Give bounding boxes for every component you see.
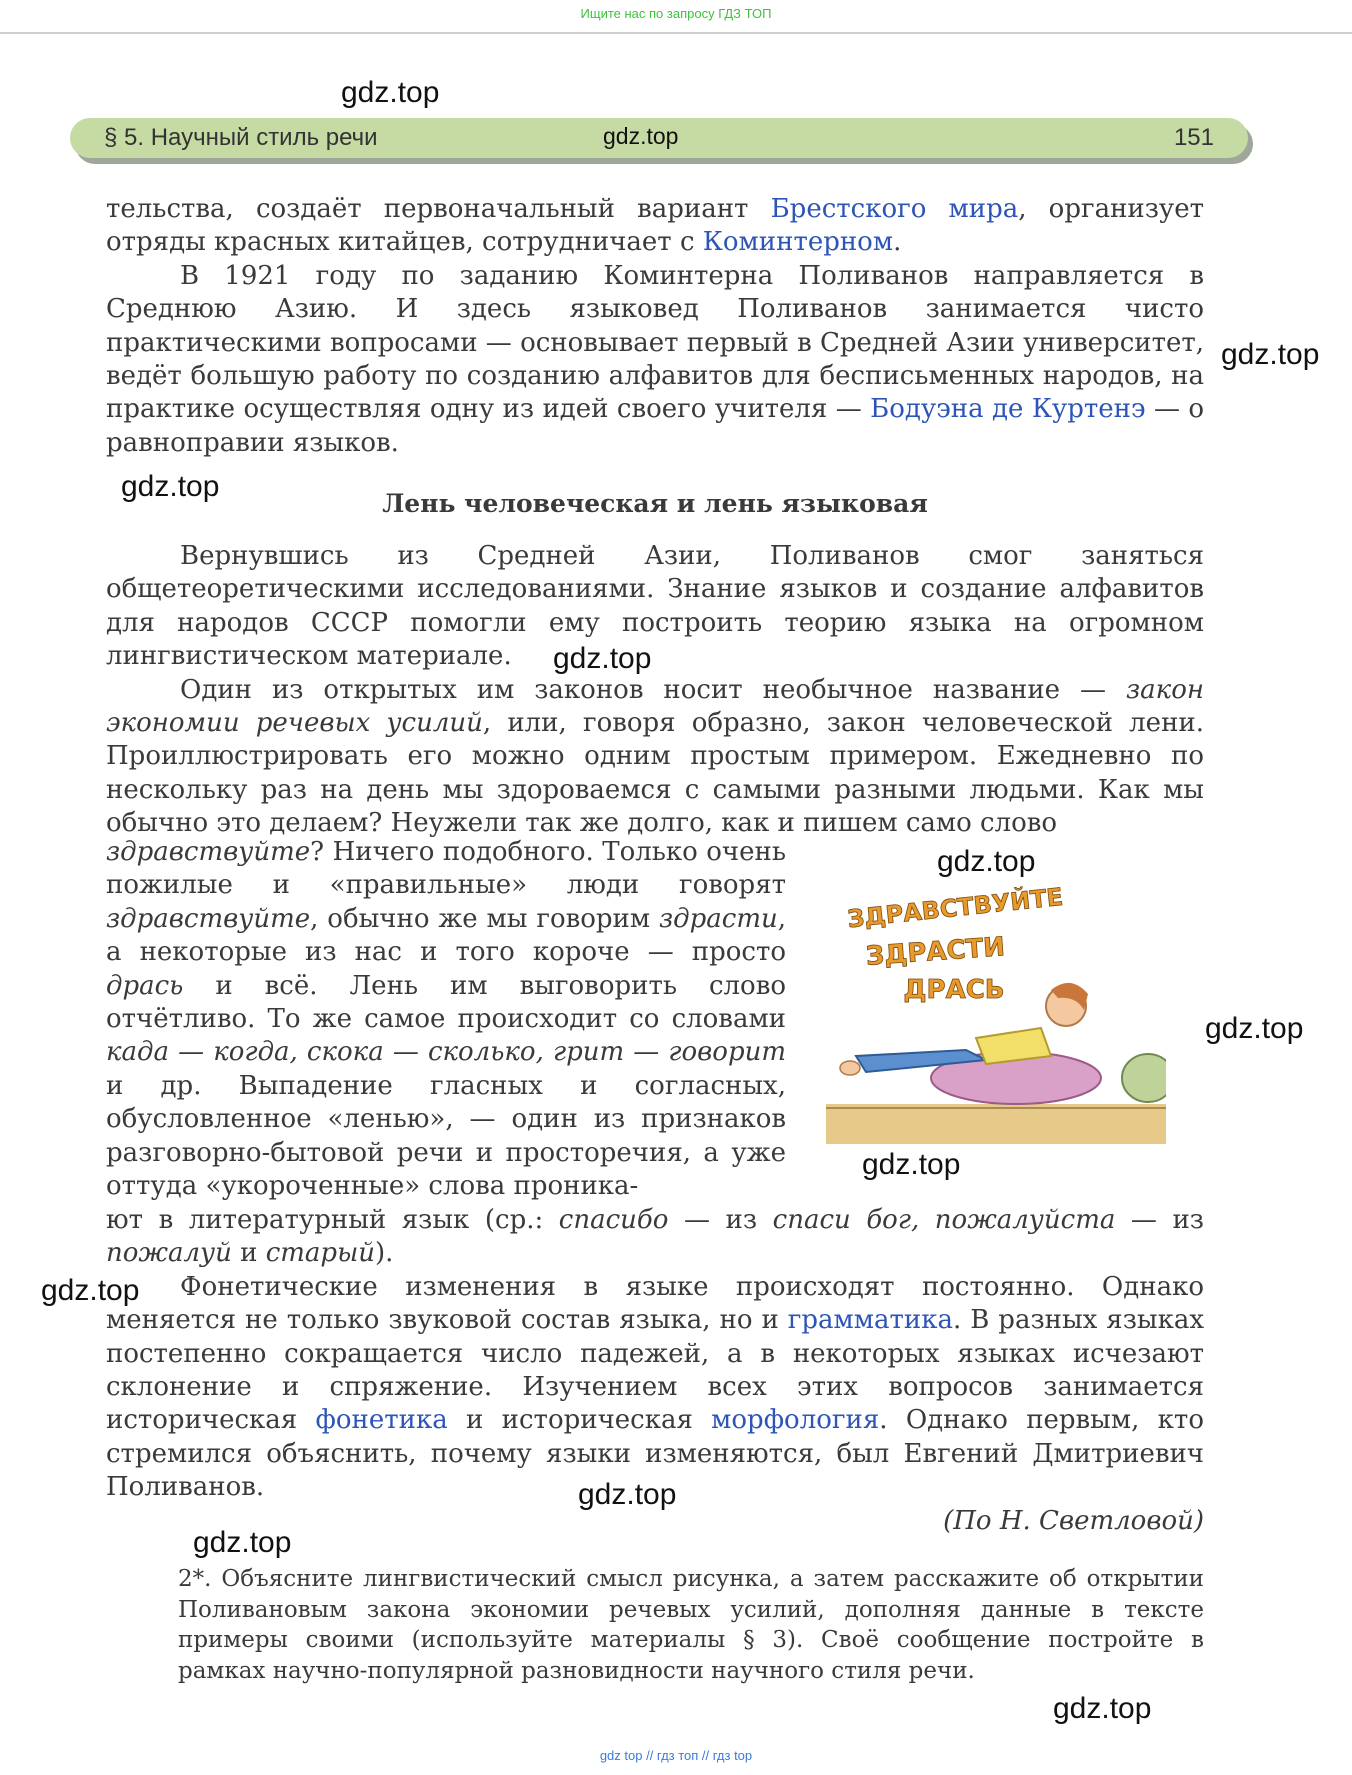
foot-icon (840, 1061, 860, 1075)
bench-icon (826, 1104, 1166, 1144)
text: , или, говоря образно, закон человеческой лени. Проиллюстрировать его можно одним простым примером. Ежедневно по нескольку раз на день мы здороваемся с самыми разными людьми. Как мы обычно это делаем? Неужели так же долго, как и пишем само слово (106, 708, 1204, 839)
link-morphology[interactable]: морфология (711, 1405, 880, 1436)
italic-term: пожалуй (106, 1238, 232, 1269)
text: ют в литературный язык (ср.: (106, 1205, 559, 1235)
text: , организует отряды красных китайцев, сотрудничает с (106, 194, 1204, 258)
main-text-top (106, 193, 1204, 460)
italic-term: дрась (106, 970, 184, 1001)
text: , а некоторые из нас и того короче — просто (106, 903, 786, 968)
word-dras: ДРАСЬ (903, 975, 1005, 1005)
italic-term: спаси бог, пожалуйста (772, 1205, 1116, 1235)
italic-term: спасибо (558, 1205, 669, 1235)
text: — из (1115, 1205, 1204, 1235)
text: тельства, создаёт первоначальный вариант (106, 194, 771, 224)
link-baudouin[interactable]: Бодуэна де Куртенэ (870, 394, 1146, 425)
italic-term: здравствуйте (106, 903, 311, 934)
watermark: gdz.top (121, 470, 220, 503)
link-brest-peace[interactable]: Брестского мира (770, 194, 1019, 224)
link-grammar[interactable]: грамматика (787, 1305, 953, 1336)
task-2: 2*. Объясните лингвистический смысл рисунка, а затем расскажите об открытии Поливановым закона экономии речевых усилий, дополняя данные в тексте примеры своими (используйте материалы § 3). Своё сообщение постройте в рамках научно-популярной разновидности научного стиля речи. (178, 1566, 1204, 1684)
watermark: gdz.top (862, 1148, 961, 1181)
paragraph-5 (106, 1271, 1204, 1505)
text: Один из открытых им законов носит необычное название — (180, 674, 1126, 705)
text: Фонетические изменения в языке происходят постоянно. Однако меняется не только звуковой состав языка, но и (106, 1271, 1204, 1336)
page-header (70, 118, 1248, 158)
watermark: gdz.top (578, 1478, 677, 1511)
link-comintern[interactable]: Коминтерном (702, 227, 894, 258)
italic-term: здравствуйте (106, 837, 311, 867)
text: и историческая (447, 1405, 712, 1436)
text: — из (668, 1205, 773, 1235)
italic-term: здрасти (658, 903, 778, 934)
watermark: gdz.top (553, 642, 652, 675)
text: и (231, 1238, 266, 1269)
section-subtitle: Лень человеческая и лень языковая (382, 489, 928, 518)
watermark: gdz.top (41, 1274, 140, 1307)
paragraph-2 (106, 260, 1204, 460)
link-phonetics[interactable]: фонетика (315, 1405, 448, 1436)
italic-term: закон экономии речевых усилий (106, 674, 1204, 739)
watermark: gdz.top (193, 1526, 292, 1559)
paragraph-4-end (106, 1204, 1204, 1271)
text: и всё. Лень им выговорить слово отчётливо. То же самое происходит со словами (106, 970, 786, 1035)
paragraph-3: Вернувшись из Средней Азии, Поливанов смог заняться общетеоретическими исследованиями. Знание языков и создание алфавитов для народов СССР помогли ему построить теорию языка на огромном лингвистическом материале. (106, 541, 1204, 672)
word-zdravstvuyte: ЗДРАВСТВУЙТЕ (846, 882, 1065, 934)
text: ? Ничего подобного. Только очень пожилые и «правильные» люди говорят (106, 837, 786, 901)
text: — о равноправии языков. (106, 394, 1205, 458)
header-watermark: gdz.top (603, 123, 679, 149)
text: , обычно же мы говорим (310, 903, 659, 934)
source-citation: (По Н. Светловой) (943, 1506, 1204, 1536)
text: . (893, 227, 902, 258)
italic-term: када — когда, скока — сколько, грит — говорит (106, 1037, 786, 1068)
top-banner (0, 0, 1352, 34)
watermark: gdz.top (937, 845, 1036, 878)
illustration-lazy-man (826, 878, 1166, 1144)
text: и др. Выпадение гласных и согласных, обусловленное «ленью», — один из признаков разговорно-бытовой речи и просторечия, а уже оттуда «укороченные» слова проника- (106, 1070, 786, 1202)
italic-term: старый (265, 1238, 375, 1269)
text: . В разных языках постепенно сокращается число падежей, а в некоторых языках исчезают склонение и спряжение. Изучением всех этих вопросов занимается историческая (106, 1305, 1204, 1436)
footer-watermark: gdz top // гдз топ // гдз top (599, 1748, 753, 1763)
text-beside-illustration (106, 836, 786, 1203)
paragraph-4-start (106, 674, 1204, 841)
top-banner-text: Ищите нас по запросу ГДЗ ТОП (580, 6, 772, 21)
text: . Однако первым, кто стремился объяснить, почему языки изменяются, был Евгений Дмитриевич Поливанов. (106, 1405, 1204, 1503)
paragraph-1 (106, 193, 1204, 260)
section-title: § 5. Научный стиль речи (104, 124, 378, 151)
bolster-icon (1122, 1054, 1166, 1102)
word-zdrasti: ЗДРАСТИ (864, 932, 1007, 972)
main-text-bottom (106, 1204, 1204, 1505)
page-number: 151 (1173, 124, 1214, 151)
text: ). (374, 1238, 394, 1269)
watermark: gdz.top (341, 76, 440, 109)
watermark: gdz.top (1221, 338, 1320, 371)
text: В 1921 году по заданию Коминтерна Поливанов направляется в Среднюю Азию. И здесь языковед Поливанов занимается чисто практическими вопросами — основывает первый в Средней Азии университет, ведёт большую работу по созданию алфавитов для бесписьменных народов, на практике осуществляя одну из идей своего учителя — (106, 260, 1204, 425)
watermark: gdz.top (1205, 1012, 1304, 1045)
watermark: gdz.top (1053, 1692, 1152, 1725)
main-text-mid (106, 540, 1204, 841)
